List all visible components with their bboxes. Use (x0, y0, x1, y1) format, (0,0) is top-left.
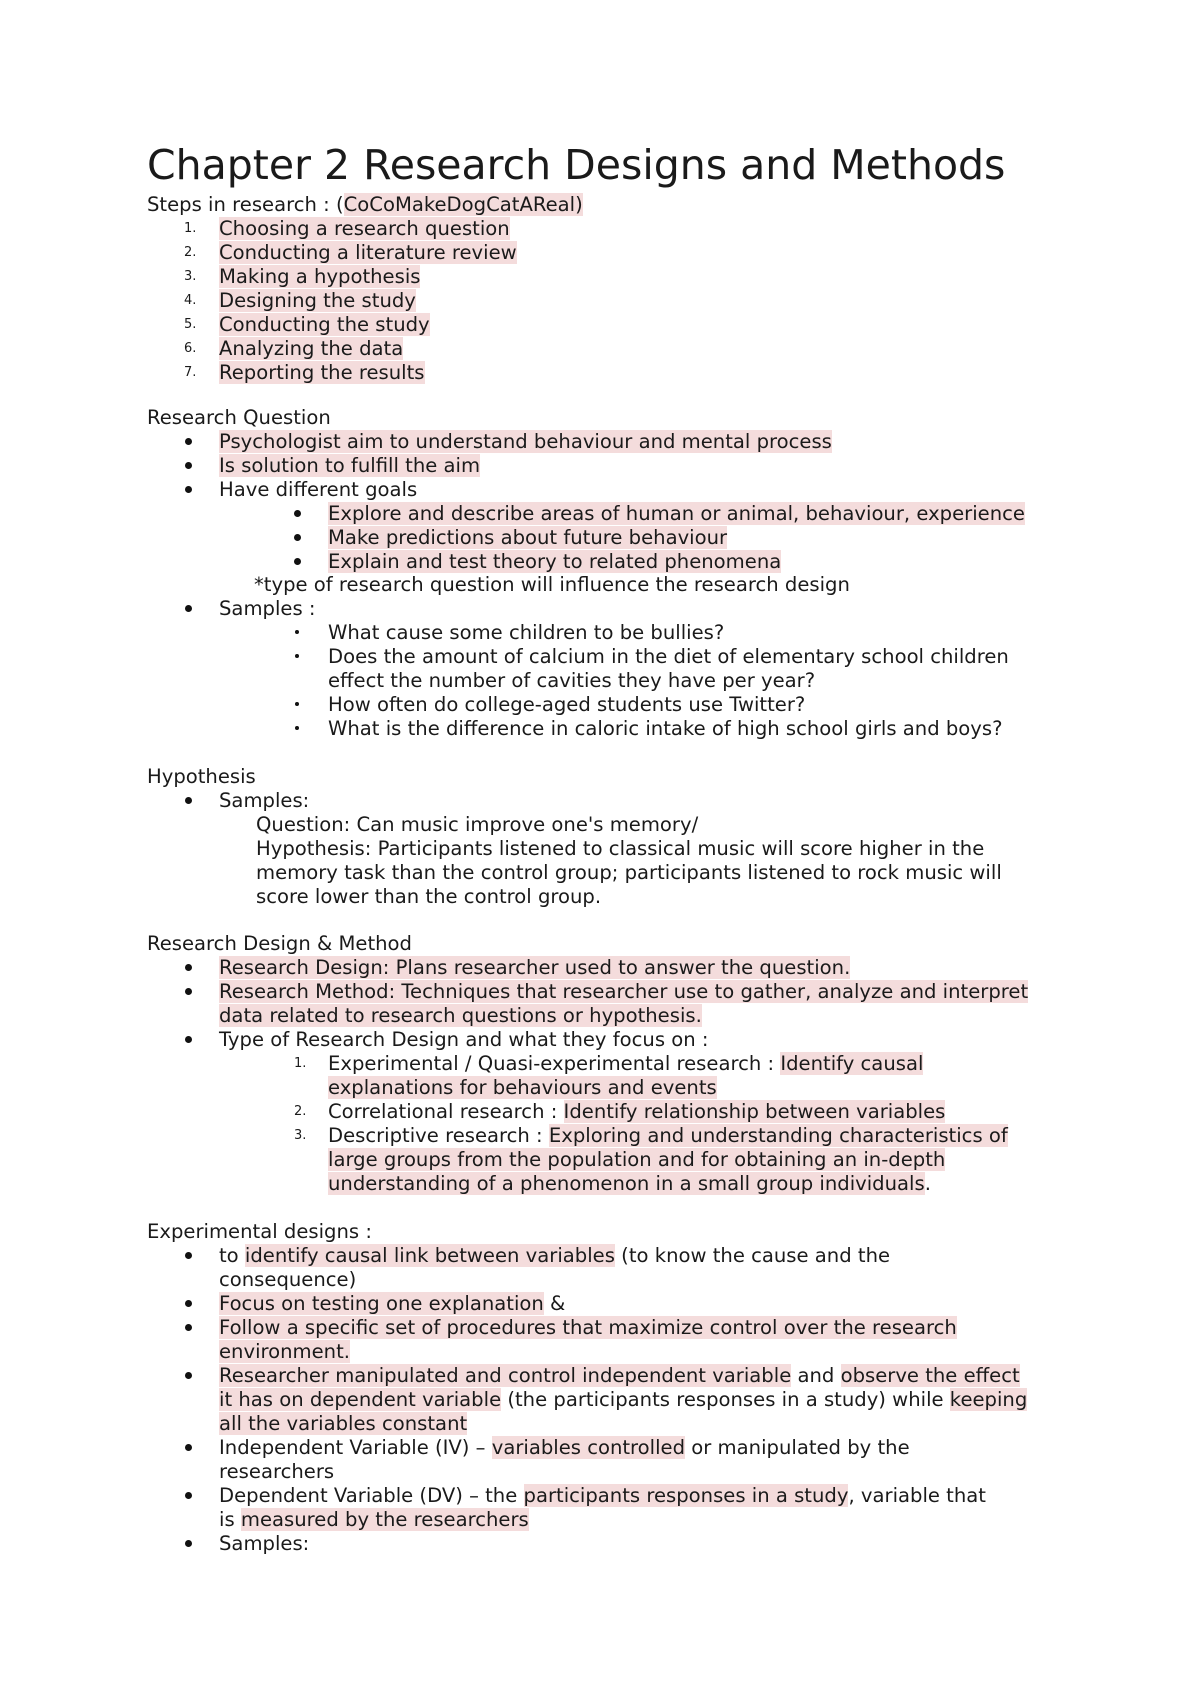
list-item-continuation: it has on dependent variable (the participants responses in a study) while keeping (219, 1388, 1028, 1411)
list-item: Is solution to fulfill the aim (219, 454, 481, 477)
list-item: Correlational research : Identify relationship between variables (328, 1100, 946, 1123)
list-item: Experimental / Quasi-experimental research : Identify causal (328, 1052, 924, 1075)
step-item-label: Conducting the study (219, 313, 430, 336)
list-item: Researcher manipulated and control independent variable and observe the effect (219, 1364, 1020, 1387)
research-question-heading: Research Question (147, 406, 331, 429)
bullet (185, 1036, 192, 1043)
list-item-continuation: all the variables constant (219, 1412, 468, 1435)
step-number: 6. (184, 341, 197, 356)
hypothesis-heading: Hypothesis (147, 765, 256, 788)
list-item: Type of Research Design and what they focus on : (219, 1028, 709, 1051)
list-item: How often do college-aged students use Twitter? (328, 693, 806, 716)
bullet (185, 1324, 192, 1331)
step-item-label: Reporting the results (219, 361, 425, 384)
list-item: Dependent Variable (DV) – the participants responses in a study, variable that (219, 1484, 986, 1507)
bullet (185, 1540, 192, 1547)
list-number: 3. (294, 1128, 307, 1143)
step-item-label: Making a hypothesis (219, 265, 421, 288)
bullet (294, 558, 301, 565)
sample-hypothesis: memory task than the control group; participants listened to rock music will (256, 861, 1002, 884)
step-item (219, 337, 403, 361)
bullet (185, 1492, 192, 1499)
step-number: 7. (184, 365, 197, 380)
step-item (219, 265, 420, 289)
list-item: Psychologist aim to understand behaviour and mental process (219, 430, 832, 453)
bullet (185, 988, 192, 995)
list-item: What cause some children to be bullies? (328, 621, 725, 644)
design-method-heading: Research Design & Method (147, 932, 412, 955)
bullet (185, 797, 192, 804)
list-item: Focus on testing one explanation & (219, 1292, 566, 1315)
list-item-continuation: explanations for behaviours and events (328, 1076, 717, 1099)
bullet (185, 1444, 192, 1451)
step-number: 5. (184, 317, 197, 332)
list-item-continuation: understanding of a phenomenon in a small group individuals. (328, 1172, 931, 1195)
list-item: Explore and describe areas of human or animal, behaviour, experience (328, 502, 1025, 525)
step-item-label: Analyzing the data (219, 337, 404, 360)
bullet (185, 1300, 192, 1307)
list-item: Explain and test theory to related phenomena (328, 550, 782, 573)
list-item: Research Design: Plans researcher used to answer the question. (219, 956, 851, 979)
step-number: 3. (184, 269, 197, 284)
list-number: 2. (294, 1104, 307, 1119)
experimental-heading: Experimental designs : (147, 1220, 372, 1243)
step-item (219, 217, 510, 241)
list-item-continuation: data related to research questions or hypothesis. (219, 1004, 702, 1027)
step-item (219, 313, 430, 337)
bullet (295, 654, 299, 658)
bullet (295, 630, 299, 634)
bullet (294, 510, 301, 517)
list-item: Does the amount of calcium in the diet of elementary school children (328, 645, 1009, 668)
step-item-label: Choosing a research question (219, 217, 510, 240)
list-item-continuation: consequence) (219, 1268, 357, 1291)
step-number: 4. (184, 293, 197, 308)
page-title: Chapter 2 Research Designs and Methods (147, 141, 1006, 189)
list-item-continuation: researchers (219, 1460, 335, 1483)
bullet (185, 438, 192, 445)
step-item (219, 289, 416, 313)
step-item-label: Conducting a literature review (219, 241, 517, 264)
bullet (185, 486, 192, 493)
list-item: Samples: (219, 789, 310, 812)
list-item: Samples: (219, 1532, 310, 1555)
bullet (185, 462, 192, 469)
bullet (185, 1372, 192, 1379)
list-item: to identify causal link between variables (to know the cause and the (219, 1244, 891, 1267)
note-text: *type of research question will influence the research design (254, 573, 850, 596)
bullet (185, 964, 192, 971)
bullet (295, 702, 299, 706)
list-item: Independent Variable (IV) – variables controlled or manipulated by the (219, 1436, 910, 1459)
list-item: Follow a specific set of procedures that maximize control over the research (219, 1316, 957, 1339)
list-item: Research Method: Techniques that researcher use to gather, analyze and interpret (219, 980, 1029, 1003)
bullet (295, 726, 299, 730)
list-item: Make predictions about future behaviour (328, 526, 728, 549)
list-item: Have different goals (219, 478, 418, 501)
list-item-continuation: large groups from the population and for obtaining an in-depth (328, 1148, 946, 1171)
list-number: 1. (294, 1056, 307, 1071)
sample-hypothesis: score lower than the control group. (256, 885, 602, 908)
bullet (185, 1252, 192, 1259)
step-number: 1. (184, 221, 197, 236)
list-item-continuation: is measured by the researchers (219, 1508, 529, 1531)
list-item-continuation: environment. (219, 1340, 351, 1363)
step-item (219, 241, 517, 265)
sample-question: Question: Can music improve one's memory/ (256, 813, 699, 836)
step-number: 2. (184, 245, 197, 260)
list-item: Samples : (219, 597, 316, 620)
list-item: Descriptive research : Exploring and understanding characteristics of (328, 1124, 1008, 1147)
sample-hypothesis: Hypothesis: Participants listened to classical music will score higher in the (256, 837, 985, 860)
list-item-continuation: effect the number of cavities they have per year? (328, 669, 816, 692)
list-item: What is the difference in caloric intake of high school girls and boys? (328, 717, 1003, 740)
bullet (294, 534, 301, 541)
bullet (185, 605, 192, 612)
step-item (219, 361, 425, 385)
step-item-label: Designing the study (219, 289, 416, 312)
steps-heading: Steps in research : (CoCoMakeDogCatAReal) (147, 193, 583, 216)
